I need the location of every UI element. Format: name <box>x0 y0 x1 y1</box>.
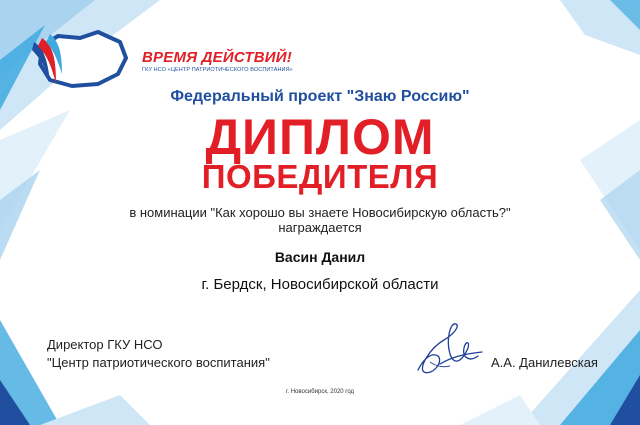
director-organization: "Центр патриотического воспитания" <box>47 355 270 370</box>
diploma-title: ДИПЛОМ <box>205 109 435 165</box>
director-position: Директор ГКУ НСО <box>47 337 163 352</box>
nomination-text: в номинации "Как хорошо вы знаете Новосибирскую область?" <box>129 205 511 220</box>
signature-icon <box>410 318 490 383</box>
winner-location: г. Бердск, Новосибирской области <box>201 276 439 293</box>
diploma-subtitle: ПОБЕДИТЕЛЯ <box>201 158 439 195</box>
brand-subtitle: ГКУ НСО «ЦЕНТР ПАТРИОТИЧЕСКОГО ВОСПИТАНИЯ» <box>142 67 293 73</box>
project-title: Федеральный проект "Знаю Россию" <box>170 88 470 105</box>
brand-name: ВРЕМЯ ДЕЙСТВИЙ! <box>142 49 292 66</box>
winner-name: Васин Данил <box>274 249 366 265</box>
director-name: А.А. Данилевская <box>491 355 598 370</box>
logo-icon <box>28 28 132 90</box>
awarded-text: награждается <box>278 220 362 235</box>
place-date: г. Новосибирск, 2020 год <box>285 389 355 395</box>
brand-block <box>142 50 293 74</box>
